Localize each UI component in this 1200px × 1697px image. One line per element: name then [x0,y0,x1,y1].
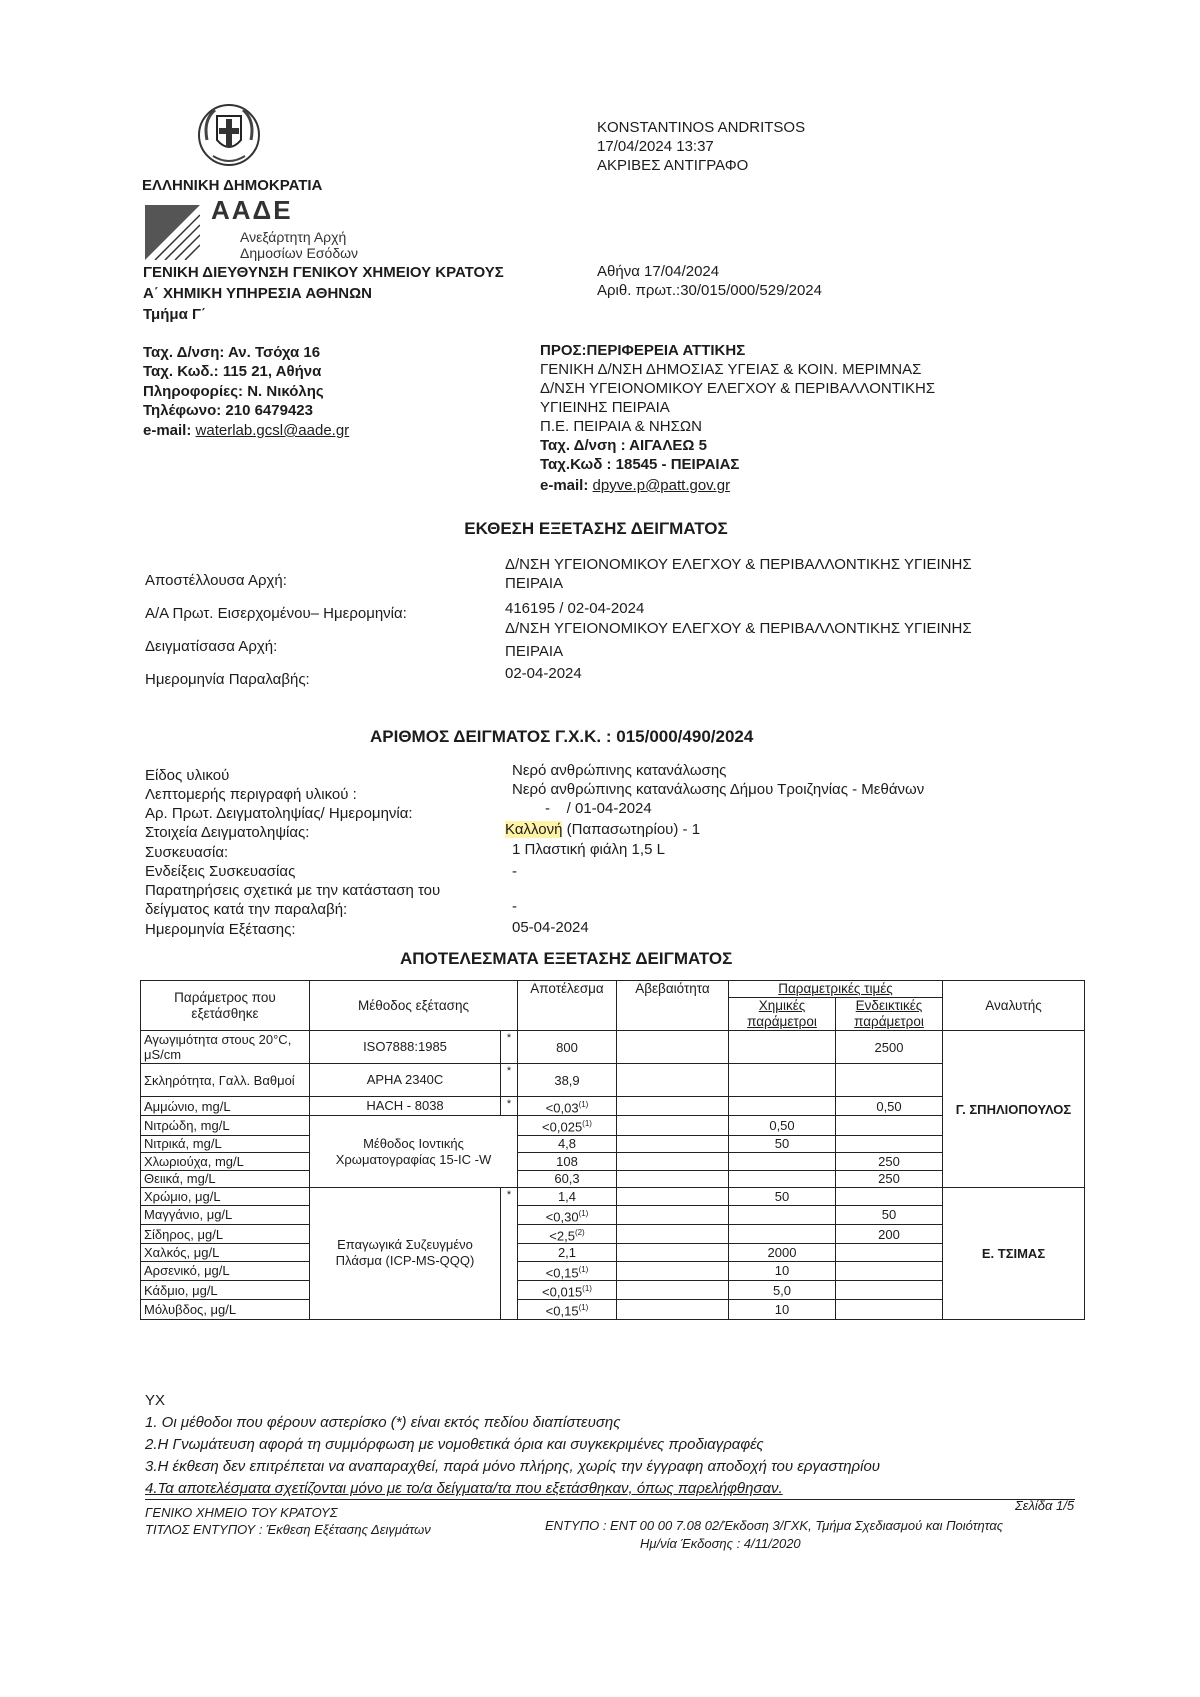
result-cell: $<0,30^{(1)}$ [518,1205,617,1224]
footer-form-code: ΕΝΤΥΠΟ : ΕΝΤ 00 00 7.08 02/Έκδοση 3/ΓΧΚ, Τμήμα Σχεδιασμού και Ποιότητας [545,1518,1004,1533]
republic-title: ΕΛΛΗΝΙΚΗ ΔΗΜΟΚΡΑΤΙΑ [142,177,323,194]
chemical-value-cell: 0,50 [729,1116,836,1135]
header-parameter: Παράμετρος που εξετάσθηκε [141,981,310,1031]
asterisk-mark: * [501,1031,518,1064]
sampling-protocol-value: - / 01-04-2024 [545,800,652,817]
notes-initials: ΥΧ [145,1392,166,1409]
param-cell: Χρώμιο, μg/L [141,1188,310,1206]
indicative-value-cell: 200 [836,1224,943,1243]
method-cell: ISO7888:1985 [310,1031,501,1064]
method-cell: APHA 2340C [310,1064,501,1097]
recipient-email-link[interactable]: dpyve.p@patt.gov.gr [592,477,731,494]
recipient-line-2: Δ/ΝΣΗ ΥΓΕΙΟΝΟΜΙΚΟΥ ΕΛΕΓΧΟΥ & ΠΕΡΙΒΑΛΛΟΝΤΙΚΗΣ [540,380,936,397]
chemical-value-cell: 50 [729,1135,836,1153]
table-row [141,1031,1085,1064]
uncertainty-cell [617,1205,729,1224]
results-title: ΑΠΟΤΕΛΕΣΜΑΤΑ ΕΞΕΤΑΣΗΣ ΔΕΙΓΜΑΤΟΣ [400,949,733,968]
param-cell: Χαλκός, μg/L [141,1244,310,1262]
indicative-value-cell [836,1281,943,1300]
result-cell: 2,1 [518,1244,617,1262]
packaging-label: Συσκευασία: [145,844,229,861]
asterisk-mark: * [501,1064,518,1097]
stamp-name: KONSTANTINOS ANDRITSOS [597,119,806,136]
table-row [141,1188,1085,1206]
indicative-value-cell [836,1135,943,1153]
sender-info: Πληροφορίες: Ν. Νικόλης [143,383,324,400]
result-cell: $<0,15^{(1)}$ [518,1300,617,1319]
sending-authority-line-1: Δ/ΝΣΗ ΥΓΕΙΟΝΟΜΙΚΟΥ ΕΛΕΓΧΟΥ & ΠΕΡΙΒΑΛΛΟΝΤΙΚΗΣ ΥΓΙΕΙΝΗΣ [505,556,972,573]
stamp-copy: ΑΚΡΙΒΕΣ ΑΝΤΙΓΡΑΦΟ [597,157,749,174]
receipt-date-label: Ημερομηνία Παραλαβής: [145,671,310,688]
directorate-title: ΓΕΝΙΚΗ ΔΙΕΥΘΥΝΣΗ ΓΕΝΙΚΟΥ ΧΗΜΕΙΟΥ ΚΡΑΤΟΥΣ [143,264,504,281]
description-label: Λεπτομερής περιγραφή υλικού : [145,786,357,803]
indicative-value-cell [836,1116,943,1135]
recipient-email-row [540,476,730,495]
sender-email-link[interactable]: waterlab.gcsl@aade.gr [195,422,350,439]
result-cell: 38,9 [518,1064,617,1097]
param-cell: Αγωγιμότητα στους 20°C, μS/cm [141,1031,310,1064]
sampling-info-value [505,820,700,839]
result-cell: $<2,5^{(2)}$ [518,1224,617,1243]
note-4: 4.Τα αποτελέσματα σχετίζονται μόνο με το/α δείγματα/τα που εξετάσθηκαν, όπως παρελήφθησαν. [145,1480,783,1497]
note-3: 3.Η έκθεση δεν επιτρέπεται να αναπαραχθεί, παρά μόνο πλήρης, χωρίς την έγγραφη αποδοχή του εργαστηρίου [145,1458,881,1475]
results-table [140,980,1085,1320]
chemical-value-cell [729,1097,836,1116]
header-chemical-params: Χημικές παράμετροι [729,998,836,1031]
footer-form-title: ΤΙΤΛΟΣ ΕΝΤΥΠΟΥ : Έκθεση Εξέτασης Δειγμάτων [145,1522,431,1537]
result-cell: $<0,025^{(1)}$ [518,1116,617,1135]
material-label: Είδος υλικού [145,767,230,784]
chemical-value-cell: 5,0 [729,1281,836,1300]
uncertainty-cell [617,1281,729,1300]
sampling-protocol-label: Αρ. Πρωτ. Δειγματοληψίας/ Ημερομηνία: [145,805,413,822]
method-cell: Επαγωγικά Συζευγμένο Πλάσμα (ICP-MS-QQQ) [310,1188,501,1320]
uncertainty-cell [617,1188,729,1206]
indicative-value-cell [836,1188,943,1206]
receipt-date: 02-04-2024 [505,665,582,682]
chemical-value-cell: 50 [729,1188,836,1206]
indicative-value-cell: 2500 [836,1031,943,1064]
indicative-value-cell: 0,50 [836,1097,943,1116]
param-cell: Σκληρότητα, Γαλλ. Βαθμοί [141,1064,310,1097]
sampling-authority-line-1: Δ/ΝΣΗ ΥΓΕΙΟΝΟΜΙΚΟΥ ΕΛΕΓΧΟΥ & ΠΕΡΙΒΑΛΛΟΝΤΙΚΗΣ ΥΓΙΕΙΝΗΣ [505,620,972,637]
indicative-value-cell [836,1300,943,1319]
chemical-value-cell [729,1064,836,1097]
document-date: Αθήνα 17/04/2024 [597,263,720,280]
result-cell: 4,8 [518,1135,617,1153]
sender-address: Ταχ. Δ/νση: Αν. Τσόχα 16 [143,344,321,361]
sample-number: ΑΡΙΘΜΟΣ ΔΕΙΓΜΑΤΟΣ Γ.Χ.Κ. : 015/000/490/2024 [370,727,754,746]
uncertainty-cell [617,1135,729,1153]
uncertainty-cell [617,1261,729,1280]
header-analyst: Αναλυτής [943,981,1085,1031]
analyst-cell-1: Γ. ΣΠΗΛΙΟΠΟΥΛΟΣ [943,1031,1085,1188]
param-cell: Θειικά, mg/L [141,1170,310,1188]
uncertainty-cell [617,1153,729,1171]
header-uncertainty: Αβεβαιότητα [617,981,729,1031]
header-indicative-params: Ενδεικτικές παράμετροι [836,998,943,1031]
sender-email-row [143,421,349,440]
chemical-value-cell [729,1224,836,1243]
packaging-marks-label: Ενδείξεις Συσκευασίας [145,863,296,880]
asterisk-mark: * [501,1097,518,1116]
chemical-value-cell: 2000 [729,1244,836,1262]
page-number: Σελίδα 1/5 [1015,1498,1075,1513]
param-cell: Χλωριούχα, mg/L [141,1153,310,1171]
chemical-value-cell: 10 [729,1300,836,1319]
sender-phone: Τηλέφωνο: 210 6479423 [143,402,313,419]
indicative-value-cell [836,1064,943,1097]
exam-date-value: 05-04-2024 [512,919,589,936]
note-1: 1. Οι μέθοδοι που φέρουν αστερίσκο (*) είναι εκτός πεδίου διαπίστευσης [145,1414,621,1431]
result-cell: 1,4 [518,1188,617,1206]
incoming-protocol: 416195 / 02-04-2024 [505,600,645,617]
greek-emblem-icon [193,100,265,170]
table-header-row [141,981,1085,998]
recipient-line-4: Π.Ε. ΠΕΙΡΑΙΑ & ΝΗΣΩΝ [540,418,702,435]
result-cell: 60,3 [518,1170,617,1188]
sending-authority-line-2: ΠΕΙΡΑΙΑ [505,575,564,592]
sender-email-label: e-mail: [143,422,192,439]
param-cell: Αρσενικό, μg/L [141,1261,310,1280]
uncertainty-cell [617,1300,729,1319]
param-cell: Μόλυβδος, μg/L [141,1300,310,1319]
aade-title: ΑΑΔΕ [211,195,293,225]
indicative-value-cell: 250 [836,1153,943,1171]
uncertainty-cell [617,1116,729,1135]
analyst-cell-2: Ε. ΤΣΙΜΑΣ [943,1188,1085,1320]
uncertainty-cell [617,1097,729,1116]
sending-authority-label: Αποστέλλουσα Αρχή: [145,572,287,589]
chemical-value-cell: 10 [729,1261,836,1280]
recipient-to: ΠΡΟΣ:ΠΕΡΙΦΕΡΕΙΑ ΑΤΤΙΚΗΣ [540,342,746,359]
sender-postcode: Ταχ. Κωδ.: 115 21, Αθήνα [143,363,322,380]
indicative-value-cell [836,1261,943,1280]
chemical-value-cell [729,1170,836,1188]
incoming-protocol-label: Α/Α Πρωτ. Εισερχομένου– Ημερομηνία: [145,605,407,622]
result-cell: 108 [518,1153,617,1171]
remarks-label-1: Παρατηρήσεις σχετικά με την κατάσταση του [145,882,441,899]
protocol-number: Αριθ. πρωτ.:30/015/000/529/2024 [597,282,822,299]
uncertainty-cell [617,1170,729,1188]
service-title: Α΄ ΧΗΜΙΚΗ ΥΠΗΡΕΣΙΑ ΑΘΗΝΩΝ [143,285,372,302]
param-cell: Νιτρώδη, mg/L [141,1116,310,1135]
sampling-info-label: Στοιχεία Δειγματοληψίας: [145,824,310,841]
chemical-value-cell [729,1031,836,1064]
param-cell: Κάδμιο, μg/L [141,1281,310,1300]
aade-logo-icon [145,205,200,260]
indicative-value-cell [836,1244,943,1262]
result-cell: $<0,03^{(1)}$ [518,1097,617,1116]
footer-org: ΓΕΝΙΚΟ ΧΗΜΕΙΟ ΤΟΥ ΚΡΑΤΟΥΣ [145,1505,338,1520]
result-cell: $<0,015^{(1)}$ [518,1281,617,1300]
exam-date-label: Ημερομηνία Εξέτασης: [145,921,296,938]
recipient-email-label: e-mail: [540,477,589,494]
param-cell: Νιτρικά, mg/L [141,1135,310,1153]
footer-issue-date: Ημ/νία Έκδοσης : 4/11/2020 [640,1536,801,1551]
header-method: Μέθοδος εξέτασης [310,981,518,1031]
packaging-value: 1 Πλαστική φιάλη 1,5 L [512,841,665,858]
indicative-value-cell: 50 [836,1205,943,1224]
description-value: Νερό ανθρώπινης κατανάλωσης Δήμου Τροιζηνίας - Μεθάνων [512,781,925,798]
uncertainty-cell [617,1224,729,1243]
stamp-datetime: 17/04/2024 13:37 [597,138,714,155]
section-title: Τμήμα Γ΄ [143,306,206,323]
remarks-value: - [512,898,517,915]
param-cell: Μαγγάνιο, μg/L [141,1205,310,1224]
uncertainty-cell [617,1031,729,1064]
note-2: 2.Η Γνωμάτευση αφορά τη συμμόρφωση με νομοθετικά όρια και συγκεκριμένες προδιαγραφές [145,1436,764,1453]
packaging-marks-value: - [512,863,517,880]
result-cell: $<0,15^{(1)}$ [518,1261,617,1280]
material-value: Νερό ανθρώπινης κατανάλωσης [512,762,727,779]
remarks-label-2: δείγματος κατά την παραλαβή: [145,901,348,918]
param-cell: Αμμώνιο, mg/L [141,1097,310,1116]
sampling-location-highlight: Καλλονή [505,821,563,838]
footer-divider [145,1499,1075,1500]
asterisk-mark: * [501,1188,518,1320]
recipient-postcode: Ταχ.Κωδ : 18545 - ΠΕΙΡΑΙΑΣ [540,456,740,473]
indicative-value-cell: 250 [836,1170,943,1188]
chemical-value-cell [729,1205,836,1224]
report-title-text: ΕΚΘΕΣΗ ΕΞΕΤΑΣΗΣ ΔΕΙΓΜΑΤΟΣ [464,519,728,538]
aade-subtitle-1: Ανεξάρτητη Αρχή [240,229,347,245]
recipient-address: Ταχ. Δ/νση : ΑΙΓΑΛΕΩ 5 [540,437,707,454]
result-cell: 800 [518,1031,617,1064]
recipient-line-1: ΓΕΝΙΚΗ Δ/ΝΣΗ ΔΗΜΟΣΙΑΣ ΥΓΕΙΑΣ & ΚΟΙΝ. ΜΕΡΙΜΝΑΣ [540,361,922,378]
method-cell: Μέθοδος Ιοντικής Χρωματογραφίας 15-IC -W [310,1116,518,1188]
uncertainty-cell [617,1064,729,1097]
aade-subtitle-2: Δημοσίων Εσόδων [240,245,359,261]
sampling-location-rest: (Παπασωτηρίου) - 1 [562,821,701,838]
recipient-line-3: ΥΓΙΕΙΝΗΣ ΠΕΙΡΑΙΑ [540,399,670,416]
header-result: Αποτέλεσμα [518,981,617,1031]
uncertainty-cell [617,1244,729,1262]
header-parametric-values: Παραμετρικές τιμές [729,981,943,998]
sampling-authority-label: Δειγματίσασα Αρχή: [145,638,278,655]
param-cell: Σίδηρος, μg/L [141,1224,310,1243]
report-title [0,519,1200,539]
sampling-authority-line-2: ΠΕΙΡΑΙΑ [505,643,564,660]
chemical-value-cell [729,1153,836,1171]
method-cell: HACH - 8038 [310,1097,501,1116]
